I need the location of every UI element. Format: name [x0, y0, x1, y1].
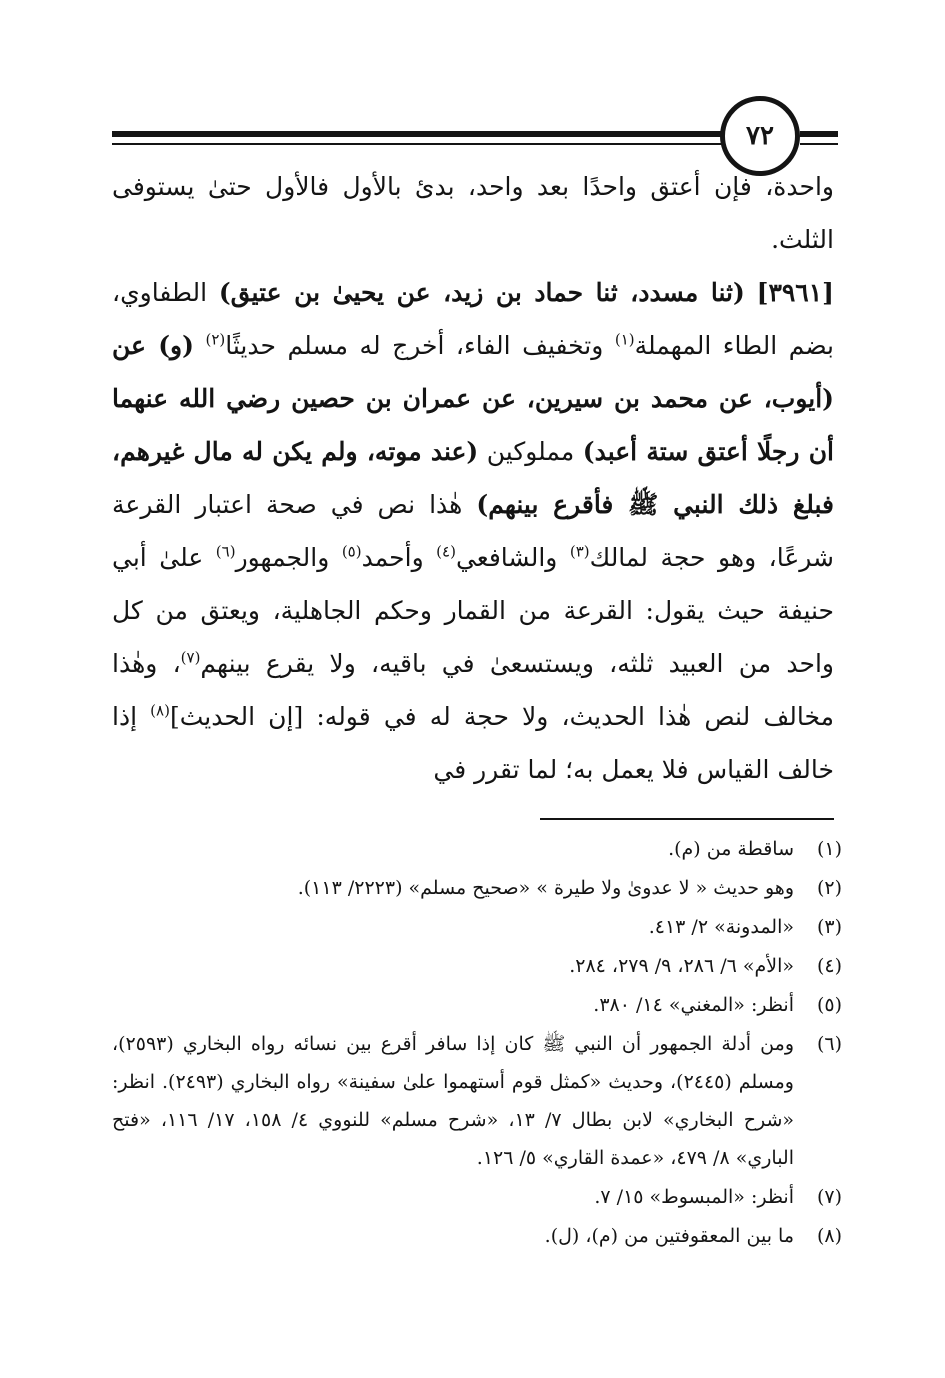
commentary: والجمهور — [235, 543, 330, 572]
commentary: إذا خالف القياس فلا يعمل به؛ لما تقرر في — [112, 702, 834, 784]
footnote-number: (٢) — [816, 877, 842, 899]
footnote-ref[interactable]: (٦) — [215, 542, 236, 561]
footnote-ref[interactable]: (١) — [614, 330, 635, 349]
footnote-number: (٤) — [816, 955, 842, 977]
footnote-ref[interactable]: (٣) — [569, 542, 590, 561]
hadith-chain: (ثنا مسدد، ثنا حماد بن زيد، عن يحيىٰ بن عتيق) — [218, 278, 745, 307]
commentary: وأحمد — [361, 543, 424, 572]
page-header — [0, 0, 945, 170]
footnote-item — [112, 1178, 842, 1216]
footnote-text: ساقطة من (م). — [668, 838, 794, 860]
commentary: علىٰ أبي حنيفة حيث يقول: القرعة من القمار وحكم الجاهلية، ويعتق من كل واحد من العبيد ثلثه، ويستسعىٰ في باقيه، ولا يقرع بينهم — [112, 543, 834, 678]
footnote-number: (٣) — [816, 916, 842, 938]
footnotes — [112, 830, 842, 1256]
commentary: ، وهٰذا مخالف لنص هٰذا الحديث، ولا حجة له في قوله: [إن الحديث] — [112, 649, 834, 731]
footnote-ref[interactable]: (٨) — [150, 701, 170, 720]
commentary: الطفاوي، بضم الطاء المهملة — [112, 278, 835, 360]
footnote-number: (٦) — [816, 1033, 842, 1055]
footnote-separator — [540, 818, 834, 820]
header-rule-tail-thin — [800, 143, 838, 145]
hadith-ref: [٣٩٦١] — [756, 278, 834, 307]
page-number: ٧٢ — [720, 96, 800, 176]
header-rule-thin — [112, 143, 722, 145]
footnote-ref[interactable]: (٧) — [180, 648, 201, 667]
footnote-item — [112, 1217, 842, 1255]
commentary: مملوكين — [486, 437, 575, 466]
footnote-ref[interactable]: (٥) — [341, 542, 362, 561]
paragraph-hadith — [112, 266, 834, 796]
paragraph-continuation: واحدة، فإن أعتق واحدًا بعد واحد، بدئ بالأول فالأول حتىٰ يستوفى الثلث. — [112, 172, 834, 254]
footnote-text: ومن أدلة الجمهور أن النبي ﷺ كان إذا سافر أقرع بين نسائه رواه البخاري (٢٥٩٣)، ومسلم (٢٤٤٥)، وحديث «كمثل قوم أستهموا علىٰ سفينة» رواه البخاري (٢٤٩٣). انظر: «شرح البخاري» لابن بطال ٧/ ١٣، «شرح مسلم» للنووي ٤/ ١٥٨، ١٧/ ١١٦، «فتح الباري» ٨/ ٤٧٩، «عمدة القاري» ٥/ ١٢٦. — [112, 1033, 794, 1169]
footnote-text: أنظر: «المبسوط» ١٥/ ٧. — [594, 1186, 794, 1208]
footnote-number: (١) — [816, 838, 842, 860]
footnote-text: ما بين المعقوفتين من (م)، (ل). — [544, 1225, 794, 1247]
commentary: هٰذا نص في صحة اعتبار القرعة شرعًا، وهو حجة لمالك — [112, 490, 834, 572]
footnote-item — [112, 947, 842, 985]
footnote-number: (٨) — [816, 1225, 842, 1247]
footnote-text: «الأم» ٦/ ٢٨٦، ٩/ ٢٧٩، ٢٨٤. — [569, 955, 794, 977]
header-rule-thick — [112, 131, 722, 137]
footnote-number: (٧) — [816, 1186, 842, 1208]
footnote-text: أنظر: «المغني» ١٤/ ٣٨٠. — [593, 994, 794, 1016]
hadith-chain: (و) عن (أيوب، عن محمد بن سيرين، عن عمران بن حصين رضي الله عنهما أن رجلًا أعتق ستة أعبد) — [112, 331, 835, 466]
footnote-item — [112, 986, 842, 1024]
footnote-number: (٥) — [816, 994, 842, 1016]
header-rule-tail-thick — [800, 131, 838, 137]
footnote-item — [112, 1025, 842, 1177]
footnote-ref[interactable]: (٢) — [205, 330, 226, 349]
footnote-ref[interactable]: (٤) — [436, 542, 456, 561]
footnote-item — [112, 869, 842, 907]
footnote-item — [112, 908, 842, 946]
footnote-text: «المدونة» ٢/ ٤١٣. — [648, 916, 794, 938]
commentary: وتخفيف الفاء، أخرج له مسلم حديثًا — [225, 331, 604, 360]
hadith-chain: (عند موته، ولم يكن له مال غيرهم، فبلغ ذلك النبي ﷺ فأقرع بينهم) — [112, 437, 834, 519]
footnote-item — [112, 830, 842, 868]
main-text — [112, 160, 834, 796]
footnote-text: وهو حديث « لا عدوىٰ ولا طيرة » «صحيح مسلم» (٢٢٢٣/ ١١٣). — [297, 877, 794, 899]
commentary: والشافعي — [455, 543, 558, 572]
